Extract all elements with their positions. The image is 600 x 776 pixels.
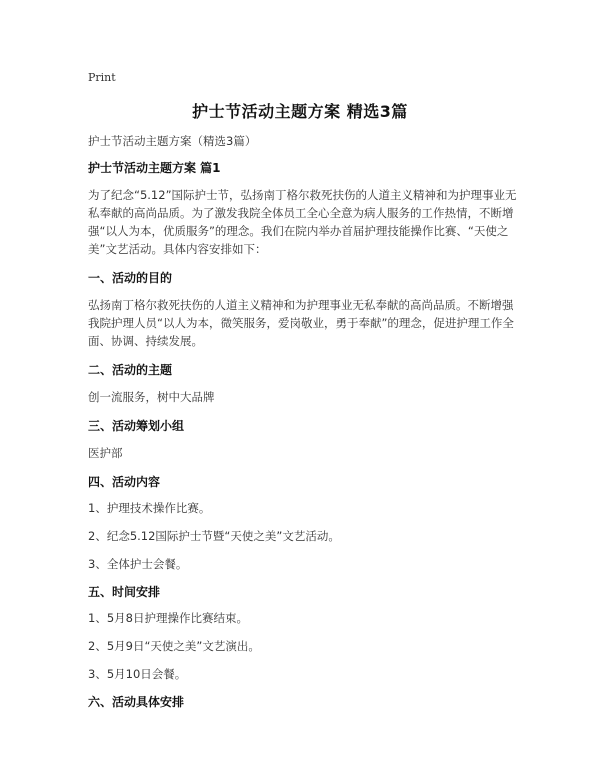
article-heading: 护士节活动主题方案 篇1 [88,161,221,175]
document-subtitle: 护士节活动主题方案（精选3篇） [88,134,257,148]
purpose-paragraph: 弘扬南丁格尔救死扶伤的人道主义精神和为护理事业无私奉献的高尚品质。不断增强我院护理人员“以人为本，微笑服务，爱岗敬业，勇于奉献”的理念，促进护理工作全面、协调、持续发展。 [88,298,514,348]
list-item: 3、全体护士会餐。 [88,557,188,571]
team-heading: 三、活动筹划小组 [88,419,185,433]
list-item: 2、纪念5.12国际护士节暨“天使之美”文艺活动。 [88,529,340,543]
document-body [88,160,518,720]
theme-heading: 二、活动的主题 [88,363,173,377]
document-title: 护士节活动主题方案 精选3篇 [192,102,408,121]
list-item: 1、护理技术操作比赛。 [88,501,211,515]
schedule-heading: 五、时间安排 [88,585,161,599]
content-heading: 四、活动内容 [88,475,161,489]
team-paragraph: 医护部 [88,446,123,460]
details-heading: 六、活动具体安排 [88,695,185,709]
list-item: 1、5月8日护理操作比赛结束。 [88,611,248,625]
list-item: 2、5月9日“天使之美”文艺演出。 [88,639,260,653]
list-item: 3、5月10日会餐。 [88,667,187,681]
theme-paragraph: 创一流服务，树中大品牌 [88,390,215,404]
print-label[interactable]: Print [88,71,116,84]
intro-paragraph: 为了纪念“5.12”国际护士节，弘扬南丁格尔救死扶伤的人道主义精神和为护理事业无私奉献的高尚品质。为了激发我院全体员工全心全意为病人服务的工作热情，不断增强“以人为本，优质服务”的理念。我们在院内举办首届护理技能操作比赛、“天使之美”文艺活动。具体内容安排如下： [88,188,517,256]
purpose-heading: 一、活动的目的 [88,271,173,285]
